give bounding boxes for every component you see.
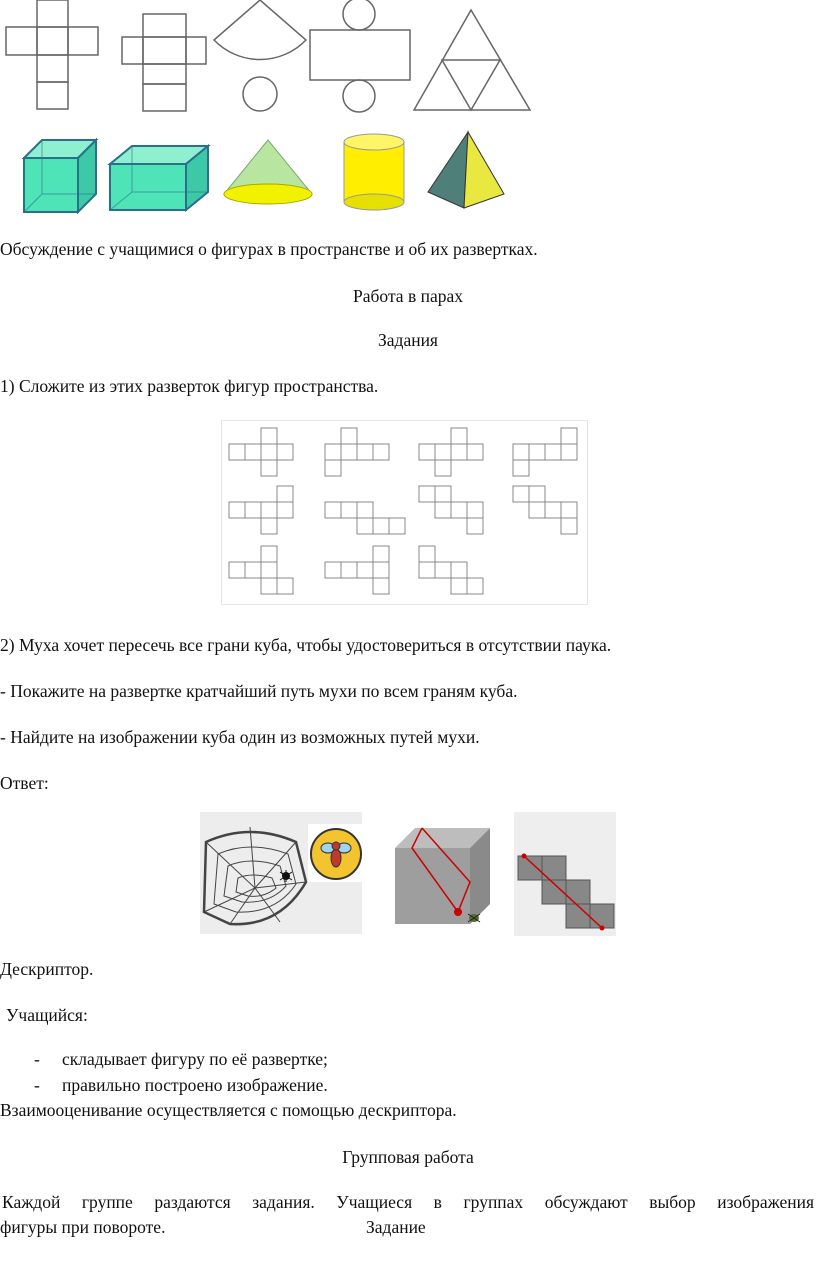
list-item-text: правильно построено изображение. bbox=[62, 1075, 328, 1095]
solid-figures-row bbox=[14, 130, 526, 216]
cube-nets-grid bbox=[221, 420, 588, 605]
cone-net bbox=[214, 0, 306, 111]
answer-label: Ответ: bbox=[0, 773, 49, 793]
task2-a-text: - Покажите на развертке кратчайший путь мухи по всем граням куба. bbox=[0, 681, 518, 701]
prism-net bbox=[122, 14, 206, 111]
answer-images bbox=[200, 812, 618, 936]
cylinder-net bbox=[310, 0, 410, 112]
net-with-path bbox=[514, 812, 616, 936]
cone-3d bbox=[224, 140, 312, 204]
figure-nets-row bbox=[0, 0, 540, 115]
cylinder-3d bbox=[344, 134, 404, 210]
cube-with-path bbox=[395, 828, 490, 924]
fly-icon bbox=[468, 914, 480, 922]
cube-net-1 bbox=[6, 0, 98, 109]
peer-assessment-text: Взаимооценивание осуществляется с помощью дескриптора. bbox=[0, 1100, 457, 1120]
cube-3d bbox=[24, 140, 96, 212]
task2-text: 2) Муха хочет пересечь все грани куба, чтобы удостовериться в отсутствии паука. bbox=[0, 635, 612, 655]
task1-text: 1) Сложите из этих разверток фигур пространства. bbox=[0, 376, 379, 396]
list-item bbox=[34, 1074, 40, 1096]
list-marker: - bbox=[34, 1049, 40, 1069]
group-text-line1: Каждой группе раздаются задания. Учащиеся в группах обсуждают выбор изображения bbox=[2, 1192, 814, 1212]
list-item bbox=[34, 1048, 40, 1070]
list-item-text: складывает фигуру по её развертке; bbox=[62, 1049, 328, 1069]
descriptor-label: Дескриптор. bbox=[0, 959, 94, 979]
fly-badge bbox=[308, 824, 364, 882]
student-label: Учащийся: bbox=[6, 1005, 88, 1025]
cuboid-3d bbox=[110, 146, 208, 210]
pyramid-3d bbox=[428, 132, 504, 208]
discussion-paragraph: Обсуждение с учащимися о фигурах в пространстве и об их развертках. bbox=[0, 239, 538, 259]
tetrahedron-net bbox=[414, 10, 530, 110]
task-label: Задание bbox=[366, 1217, 426, 1237]
tasks-heading: Задания bbox=[378, 330, 438, 350]
group-work-heading: Групповая работа bbox=[342, 1147, 474, 1167]
task2-b-text: - Найдите на изображении куба один из возможных путей мухи. bbox=[0, 727, 480, 747]
list-marker: - bbox=[34, 1075, 40, 1095]
pair-work-heading: Работа в парах bbox=[353, 286, 463, 306]
group-text-line2: фигуры при повороте. bbox=[0, 1217, 166, 1237]
